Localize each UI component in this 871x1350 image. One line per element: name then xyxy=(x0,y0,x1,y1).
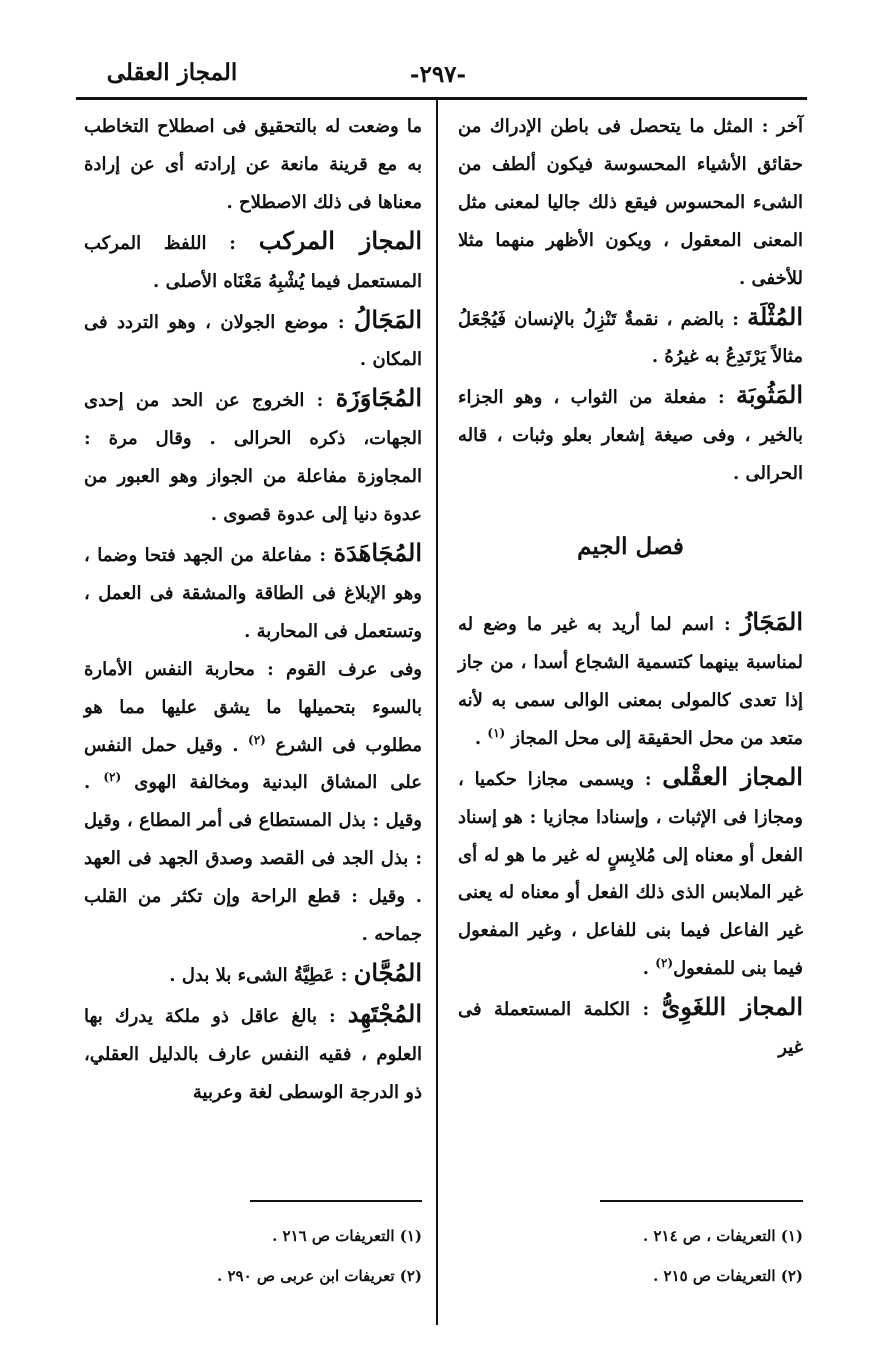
running-header-title: المجاز العقلى xyxy=(106,59,238,86)
footnote-ref: (١) xyxy=(487,725,506,740)
entry-mujahada xyxy=(84,534,422,651)
paragraph-text: آخر : المثل ما يتحصل فى باطن الإدراك من حقائق الأشياء المحسوسة فيكون ألطف من الشىء المحسوس فيقع ذلك جاليا لمعنى مثل المعنى المعقول ، ويكون الأظهر منهما مثلا للأخفى . xyxy=(458,116,803,289)
footnote-rule-right xyxy=(600,1200,803,1202)
entry-term: المَجَالُ xyxy=(353,304,422,334)
footnote-rule-left xyxy=(250,1200,422,1202)
entry-term: المُجَاهَدَة xyxy=(333,537,422,567)
header-rule xyxy=(76,97,807,100)
paragraph-text: . وقيل حمل النفس على المشاق البدنية ومخالفة الهوى xyxy=(84,734,422,794)
section-heading: فصل الجيم xyxy=(577,533,684,561)
entry-end: . xyxy=(642,958,656,980)
entry-term: المَجَازُ xyxy=(740,607,803,637)
footnote: (٢) التعريفات ص ٢١٥ . xyxy=(653,1267,803,1285)
left-column xyxy=(84,108,422,1112)
footnote: (١) التعريفات ، ص ٢١٤ . xyxy=(643,1227,803,1245)
paragraph-text: وفى عرف القوم : محاربة النفس الأمارة بالسوء بتحميلها ما يشق عليها مما هو مطلوب فى الشرع xyxy=(84,658,422,756)
entry-term: المُثْلَة xyxy=(747,301,803,331)
entry-mujtahid xyxy=(84,995,422,1112)
entry-majaz-lughawi xyxy=(458,988,803,1067)
entry-mujawaza xyxy=(84,379,422,534)
paragraph-text: ما وضعت له بالتحقيق فى اصطلاح التخاطب به مع قرينة مانعة عن إرادته أى عن إرادة معناها فى ذلك الاصطلاح . xyxy=(84,116,422,213)
entry-definition: : اللفظ المركب المستعمل فيما يُشْبِهُ مَعْنَاه الأصلى . xyxy=(84,232,422,292)
continued-paragraph xyxy=(84,108,422,222)
entry-mujjan xyxy=(84,954,422,995)
entry-term: المُجَّان xyxy=(353,957,422,987)
mujahada-continuation xyxy=(84,651,422,954)
entry-end: . xyxy=(474,727,488,749)
footnotes-left xyxy=(84,1216,422,1296)
entry-term: المجاز اللغَوِىُّ xyxy=(661,992,803,1022)
footnote-ref: (٢) xyxy=(103,770,122,785)
entry-definition: : موضع الجولان ، وهو التردد فى المكان . xyxy=(84,311,422,371)
entry-definition: : مفاعلة من الجهد فتحا وضما ، وهو الإبلاغ فى الطاقة والمشقة فى العمل ، وتستعمل فى المحاربة . xyxy=(84,544,422,642)
entry-term: المَثُوبَة xyxy=(735,380,803,410)
entry-definition: : بالغ عاقل ذو ملكة يدرك بها العلوم ، فقيه النفس عارف بالدليل العقلي، ذو الدرجة الوسطى لغة وعربية xyxy=(84,1005,422,1103)
entry-definition: : مفعلة من الثواب ، وهو الجزاء بالخير ، وفى صيغة إشعار بعلو وثبات ، قاله الحرالى . xyxy=(458,387,803,485)
page-number: -٢٩٧- xyxy=(409,61,467,88)
entry-definition: : عَطِيَّةُ الشىء بلا بدل . xyxy=(169,964,354,986)
entry-definition: : ويسمى مجازا حكميا ، ومجازا فى الإثبات ، وإسنادا مجازيا : هو إسناد الفعل أو معناه إلى مُلابِسٍ له غير ما هو له أى غير الملابس الذى ذلك الفعل أو معناه له يعنى غير الفاعل فيما بنى للفاعل ، وغير المفعول فيما بنى للمفعول xyxy=(458,768,803,980)
entry-term: المجاز العقْلى xyxy=(662,761,803,791)
entry-mathuba xyxy=(458,376,803,493)
entry-term: المُجْتَهِد xyxy=(347,998,422,1028)
entry-majaz-aqli xyxy=(458,758,803,988)
column-divider xyxy=(436,100,438,1325)
entry-definition: : الخروج عن الحد من إحدى الجهات، ذكره الحرالى . وقال مرة : المجاوزة مفاعلة من الجواز وهو العبور من عدوة دنيا إلى عدوة قصوى . xyxy=(84,390,422,526)
entry-definition: : اسم لما أريد به غير ما وضع له لمناسبة بينهما كتسمية الشجاع أسدا ، من جاز إذا تعدى كالمولى بمعنى الوالى سمى به لأنه متعد من محل الحقيقة إلى محل المجاز xyxy=(458,614,803,749)
entry-term: المجاز المركب xyxy=(258,225,422,255)
entry-definition: : الكلمة المستعملة فى غير xyxy=(458,999,803,1059)
entry-majal xyxy=(84,301,422,380)
footnotes-right xyxy=(458,1216,803,1296)
entry-term: المُجَاوَزَة xyxy=(335,383,422,413)
footnote-ref: (٢) xyxy=(655,956,674,971)
footnote: (٢) تعريفات ابن عربى ص ٢٩٠ . xyxy=(217,1267,422,1285)
entry-muthla xyxy=(458,298,803,377)
footnote: (١) التعريفات ص ٢١٦ . xyxy=(272,1227,422,1245)
entry-majaz-murakkab xyxy=(84,222,422,301)
right-column xyxy=(458,108,803,1067)
paragraph-text: . وقيل : بذل المستطاع فى أمر المطاع ، وقيل : بذل الجد فى القصد وصدق الجهد فى العهد . وقيل : قطع الراحة وإن تكثر من القلب جماحه . xyxy=(84,772,422,946)
continued-paragraph xyxy=(458,108,803,298)
entry-definition: : بالضم ، نقمةٌ تَنْزِلُ بالإنسان فَيُجْعَلُ مثالاً يَرْتَدِعُ به غيرُهُ . xyxy=(458,308,803,368)
entry-majaz xyxy=(458,603,803,758)
footnote-ref: (٢) xyxy=(248,732,266,747)
